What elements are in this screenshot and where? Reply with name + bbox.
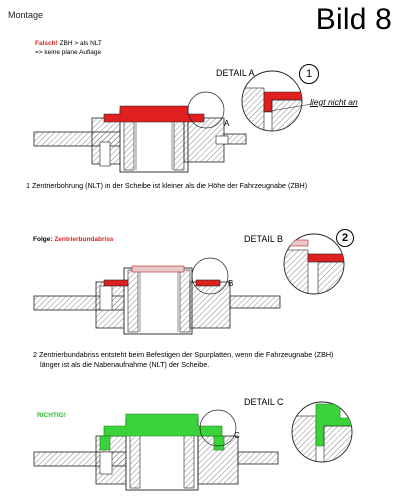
assembly-drawing-2: [34, 258, 280, 334]
wrong-label: Falsch!: [35, 40, 58, 47]
caption-2-line1: 2 Zentrierbundabriss entsteht beim Befestigen der Spurplatten, wenn die Fahrzeugnabe (ZBH): [33, 350, 334, 359]
wrong-note-line2: => keine plane Auflage: [35, 49, 102, 56]
marker-c: C: [234, 431, 240, 440]
caption-1: 1 Zentrierbohrung (NLT) in der Scheibe ist kleiner als die Höhe der Fahrzeugnabe (ZBH): [26, 181, 308, 190]
wrong-note-text: ZBH > als NLT: [57, 40, 102, 47]
detail-c-circle: [292, 402, 358, 466]
assembly-drawing-1: [34, 92, 246, 172]
detail-b-label: DETAIL B: [244, 234, 284, 244]
detail-c-label: DETAIL C: [244, 397, 284, 407]
detail-b-number: 2: [336, 229, 354, 247]
page-title: Montage: [8, 10, 44, 20]
detail-a-number: 1: [299, 64, 319, 84]
correct-note: RICHTIG!: [37, 412, 66, 419]
detail-a-status: liegt nicht an: [310, 97, 358, 107]
figure-label: Bild 8: [315, 3, 392, 36]
wrong-note: [35, 40, 102, 47]
consequence-note: [33, 236, 114, 243]
consequence-label: Zentrierbundabriss: [54, 236, 114, 243]
marker-b: B: [228, 279, 234, 288]
detail-a-circle: [240, 71, 312, 140]
assembly-drawing-3: [34, 410, 278, 490]
consequence-prefix: Folge:: [33, 236, 55, 243]
detail-a-label: DETAIL A: [216, 68, 255, 78]
marker-a: A: [224, 119, 230, 128]
caption-2-line2: länger ist als die Nabenaufnahme (NLT) der Scheibe.: [40, 360, 210, 369]
